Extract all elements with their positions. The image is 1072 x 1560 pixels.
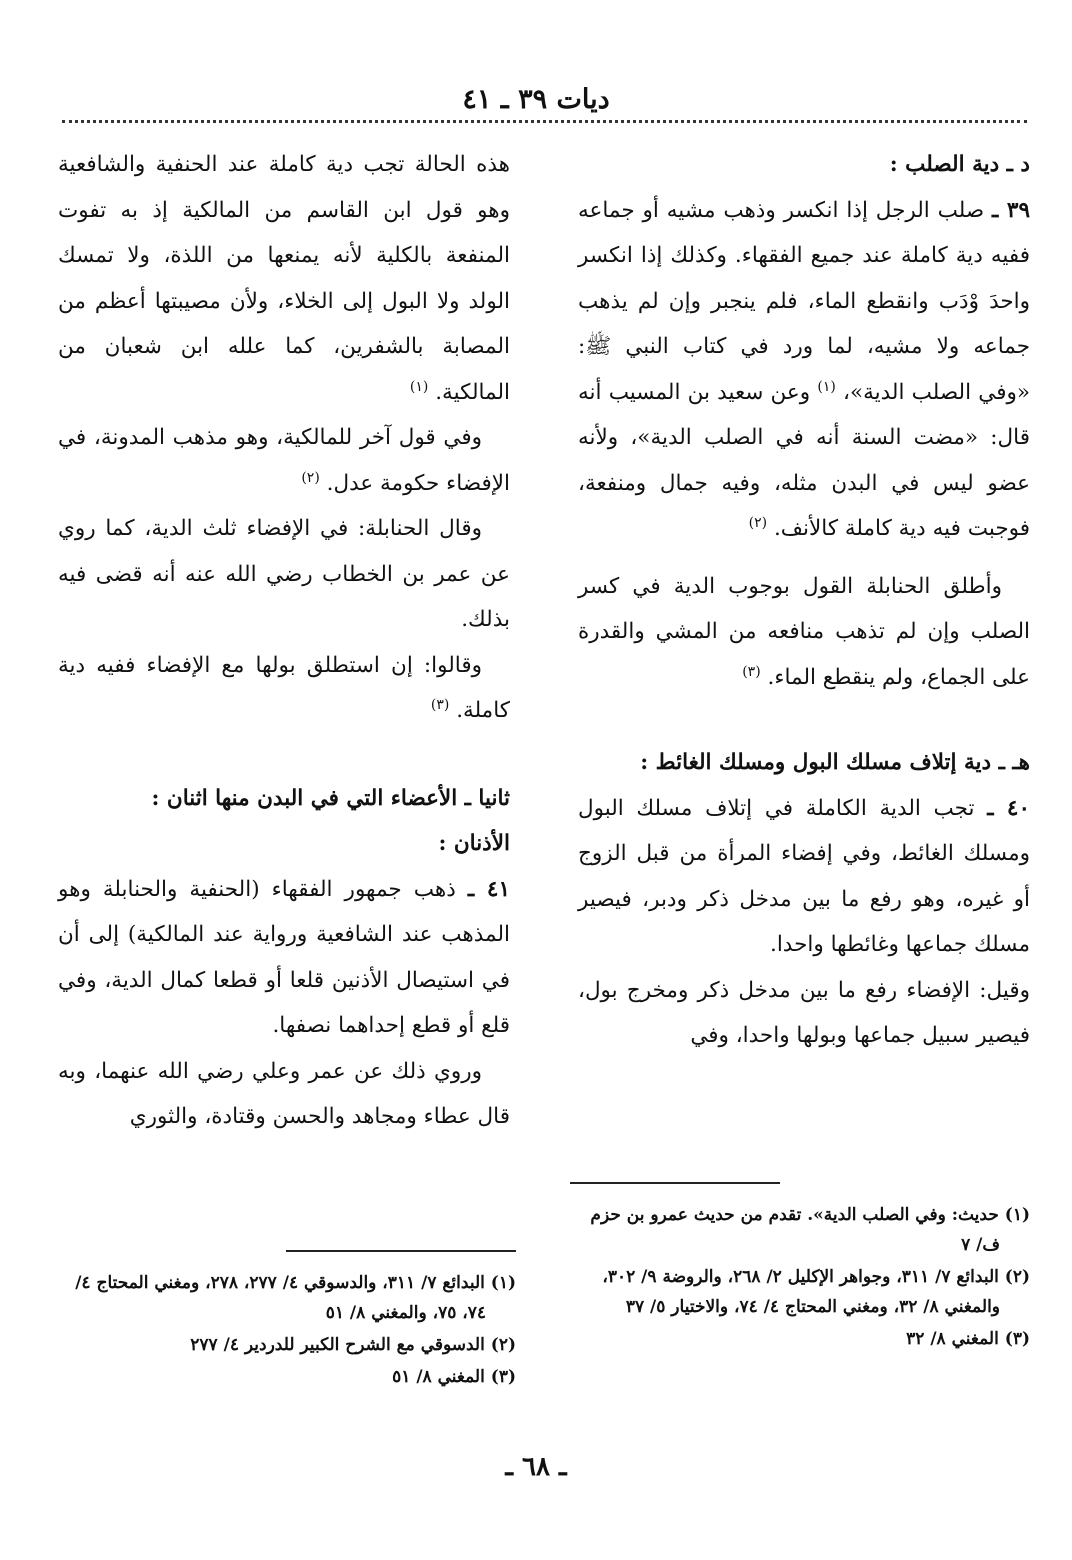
left-column <box>58 142 510 1140</box>
footnotes-right <box>570 1182 1030 1356</box>
page-number: ـ ٦٨ ـ <box>505 1452 567 1482</box>
paragraph-continuation <box>58 142 510 415</box>
footnote-ref: (١) <box>409 378 429 395</box>
footnote-ref: (٣) <box>430 696 450 713</box>
paragraph-text: ذهب جمهور الفقهاء (الحنفية والحنابلة وهو المذهب عند الشافعية ورواية عند المالكية) إلى أن في استيصال الأذنين قلعا أو قطعا كمال الدية، وفي قلع أو قطع إحداهما نصفها. <box>58 876 510 1038</box>
footnote-item: (٣) المغني ٨/ ٥١ <box>392 1367 516 1387</box>
paragraph-text: وفي قول آخر للمالكية، وهو مذهب المدونة، في الإفضاء حكومة عدل. <box>58 425 510 496</box>
paragraph-hanabila <box>578 564 1030 701</box>
paragraph-40 <box>578 786 1030 968</box>
right-column <box>578 142 1030 1059</box>
paragraph-text: وعن سعيد بن المسيب أنه قال: «مضت السنة أنه في الصلب الدية»، ولأنه عضو ليس في البدن مثله، وفيه جمال ومنفعة، فوجبت فيه دية كاملة كالأنف. <box>578 379 1030 541</box>
section-heading-h: هـ ـ دية إتلاف مسلك البول ومسلك الغائط : <box>640 750 1030 775</box>
paragraph-41 <box>58 867 510 1049</box>
header-dotted-rule <box>62 120 1027 123</box>
paragraph-39 <box>578 188 1030 552</box>
footnote-item: (١) حديث: وفي الصلب الدية». تقدم من حديث عمرو بن حزم ف/ ٧ <box>590 1205 1030 1255</box>
paragraph-text: وأطلق الحنابلة القول بوجوب الدية في كسر الصلب وإن لم تذهب منافعه من المشي والقدرة على الجماع، ولم ينقطع الماء. <box>578 573 1030 690</box>
paragraph-text: تجب الدية الكاملة في إتلاف مسلك البول ومسلك الغائط، وفي إفضاء المرأة من قبل الزوج أو غيره، وهو رفع ما بين مدخل ذكر ودبر، فيصير مسلك جماعها وغائطها واحدا. <box>578 795 1030 957</box>
footnotes-left <box>56 1250 516 1394</box>
footnote-item: (٣) المغني ٨/ ٣٢ <box>906 1329 1030 1349</box>
paragraph-number: ٤١ ـ <box>467 876 510 902</box>
paragraph-qil: وقيل: الإفضاء رفع ما بين مدخل ذكر ومخرج بول، فيصير سبيل جماعها وبولها واحدا، وفي <box>578 977 1030 1048</box>
paragraph-maliki <box>58 415 510 506</box>
footnote-item: (١) البدائع ٧/ ٣١١، والدسوقي ٤/ ٢٧٧، ٢٧٨، ومغني المحتاج ٤/ ٧٤، ٧٥، والمغني ٨/ ٥١ <box>75 1273 516 1323</box>
paragraph-hanabila-ifda: وقال الحنابلة: في الإفضاء ثلث الدية، كما روي عن عمر بن الخطاب رضي الله عنه أنه قضى فيه بذلك. <box>58 516 510 632</box>
paragraph-number: ٤٠ ـ <box>987 795 1030 821</box>
subheading-udhnan: الأذنان : <box>438 831 510 856</box>
paragraph-text: هذه الحالة تجب دية كاملة عند الحنفية والشافعية وهو قول ابن القاسم من المالكية إذ به تفوت المنفعة بالكلية لأنه يمنعها من اللذة، ولا تمسك الولد ولا البول إلى الخلاء، ولأن مصيبتها أعظم من المصابة بالشفرين، كما علله ابن شعبان من المالكية. <box>58 152 510 405</box>
page-header: ديات ٣٩ ـ ٤١ <box>462 84 610 115</box>
footnote-divider <box>570 1182 780 1184</box>
footnote-ref: (٢) <box>748 514 768 531</box>
paragraph-ruwiya: وروي ذلك عن عمر وعلي رضي الله عنهما، وبه قال عطاء ومجاهد والحسن وقتادة، والثوري <box>58 1058 510 1129</box>
section-heading-thaniyan: ثانيا ـ الأعضاء التي في البدن منها اثنان : <box>151 785 510 811</box>
footnote-item: (٢) البدائع ٧/ ٣١١، وجواهر الإكليل ٢/ ٢٦٨، والروضة ٩/ ٣٠٢، والمغني ٨/ ٣٢، ومغني المحتاج ٤/ ٧٤، والاختيار ٥/ ٣٧ <box>602 1267 1030 1317</box>
paragraph-text: صلب الرجل إذا انكسر وذهب مشيه أو جماعه ففيه دية كاملة عند جميع الفقهاء. وكذلك إذا انكسر واحدَ وْدَب وانقطع الماء، فلم ينجبر وإن لم يذهب جماعه ولا مشيه، لما ورد في كتاب النبي ﷺ: «وفي الصلب الدية»، <box>578 197 1031 405</box>
footnote-ref: (٢) <box>301 469 320 486</box>
footnote-divider <box>286 1250 516 1252</box>
paragraph-number: ٣٩ ـ <box>992 197 1030 223</box>
paragraph-text: وقالوا: إن استطلق بولها مع الإفضاء ففيه دية كاملة. <box>58 652 510 723</box>
paragraph-qalu <box>58 643 510 734</box>
section-heading-d: د ـ دية الصلب : <box>889 152 1030 177</box>
footnote-ref: (٣) <box>742 663 761 680</box>
footnote-ref: (١) <box>817 378 836 395</box>
footnote-item: (٢) الدسوقي مع الشرح الكبير للدردير ٤/ ٢٧٧ <box>190 1335 516 1355</box>
